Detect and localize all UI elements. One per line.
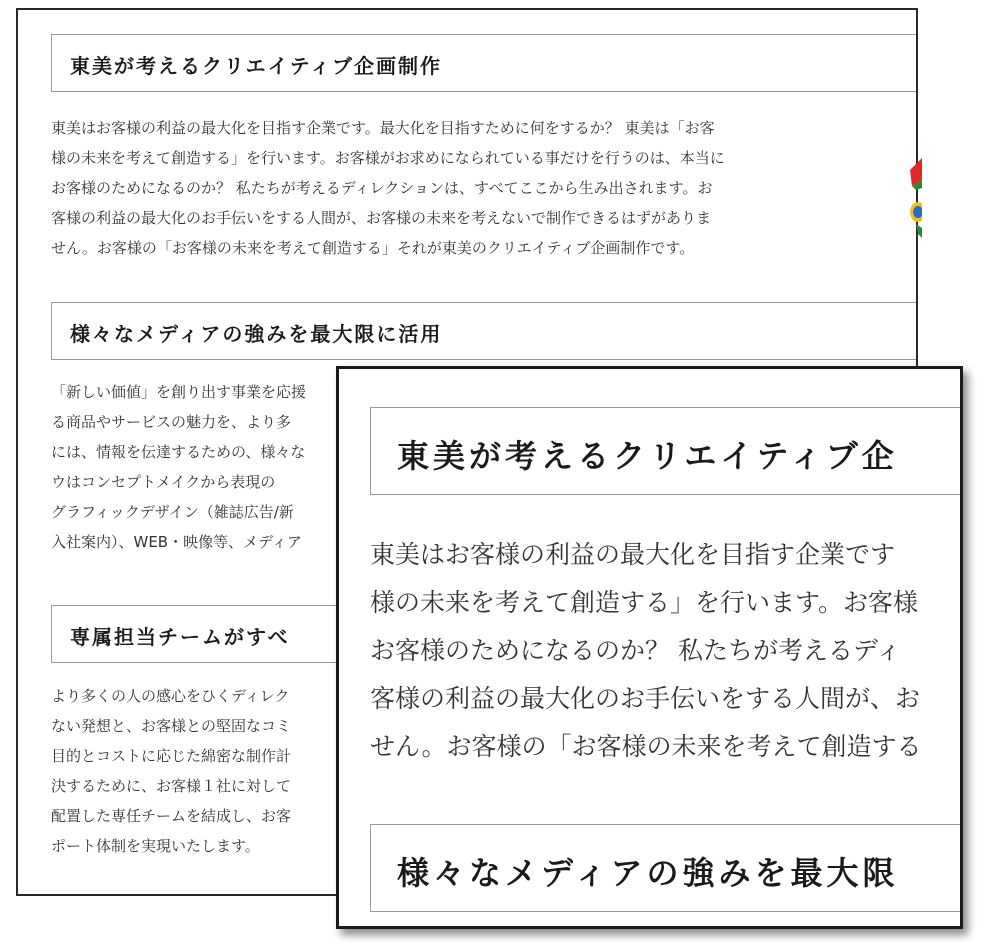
section-heading-text: 専属担当チームがすべ — [70, 625, 290, 649]
zoom-line: せん。お客様の「お客様の未来を考えて創造する — [370, 732, 922, 761]
zoom-body-text — [370, 531, 963, 771]
zoom-heading-text: 東美が考えるクリエイティブ企 — [397, 437, 898, 475]
body-line: ウはコンセプトメイクから表現の — [51, 473, 276, 491]
body-line: お客様のためになるのか？ 私たちが考えるディレクションは、すべてここから生み出されます。お — [51, 179, 713, 197]
zoom-line: 客様の利益の最大化のお手伝いをする人間が、お — [370, 684, 921, 713]
body-line: る商品やサービスの魅力を、より多 — [51, 413, 292, 431]
decorative-graphic-icon — [902, 150, 922, 250]
section-heading-text: 様々なメディアの強みを最大限に活用 — [70, 322, 443, 346]
body-line: 入社案内）、WEB・映像等、メディア — [51, 533, 302, 551]
body-line: より多くの人の感心をひくディレク — [51, 687, 290, 705]
body-line: 東美はお客様の利益の最大化を目指す企業です。最大化を目指すために何をするか？ 東美は「お客 — [51, 119, 715, 137]
section-heading-media — [51, 302, 918, 360]
body-line: せん。お客様の「お客様の未来を考えて創造する」それが東美のクリエイティブ企画制作です。 — [51, 239, 695, 257]
zoom-inset — [336, 366, 963, 929]
body-line: ポート体制を実現いたします。 — [51, 837, 260, 855]
section-body-creative — [51, 113, 857, 263]
zoom-heading-text: 様々なメディアの強みを最大限 — [397, 854, 899, 892]
body-line: 目的とコストに応じた綿密な制作計 — [51, 747, 292, 765]
zoom-heading-media — [370, 824, 963, 912]
body-line: 「新しい価値」を創り出す事業を応援 — [51, 383, 307, 401]
zoom-line: 東美はお客様の利益の最大化を目指す企業です — [370, 540, 896, 569]
body-line: には、情報を伝達するための、様々な — [51, 443, 306, 461]
body-line: 配置した専任チームを結成し、お客 — [51, 807, 292, 825]
body-line: グラフィックデザイン（雑誌広告/新 — [51, 503, 294, 521]
body-line: 客様の利益の最大化のお手伝いをする人間が、お客様の未来を考えないで制作できるはずがありま — [51, 209, 712, 227]
section-heading-creative — [51, 34, 918, 92]
zoom-heading-creative — [370, 407, 963, 495]
body-line: 決するために、お客様１社に対して — [51, 777, 292, 795]
section-heading-text: 東美が考えるクリエイティブ企画制作 — [70, 54, 442, 78]
zoom-line: 様の未来を考えて創造する」を行います。お客様 — [370, 588, 919, 617]
body-line: 様の未来を考えて創造する」を行います。お客様がお求めになられている事だけを行うのは、本当に — [51, 149, 725, 167]
zoom-line: お客様のためになるのか？ 私たちが考えるディ — [370, 636, 901, 665]
body-line: ない発想と、お客様との堅固なコミ — [51, 717, 292, 735]
